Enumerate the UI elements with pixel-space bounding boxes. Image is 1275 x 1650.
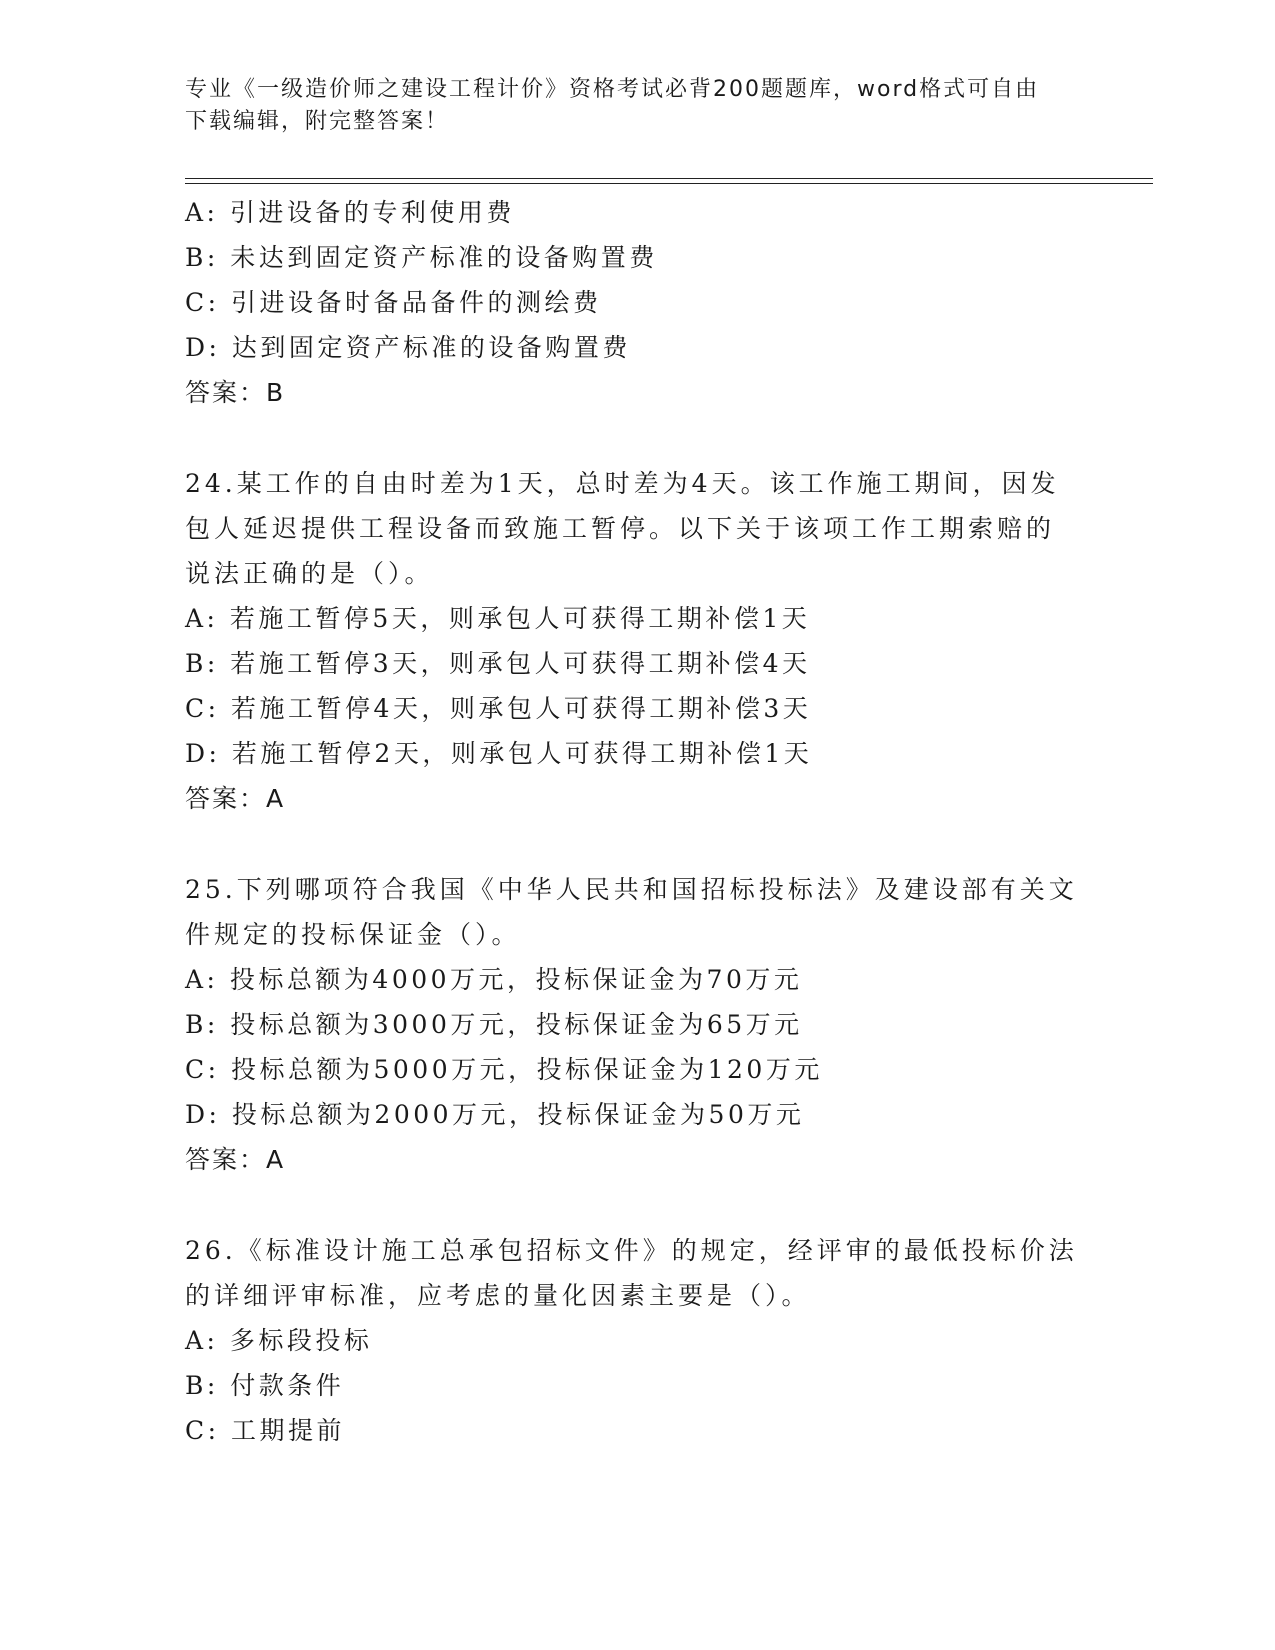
spacer [185,821,1085,867]
q23-option-a: A: 引进设备的专利使用费 [185,198,515,227]
q25-stem-line-1: 25.下列哪项符合我国《中华人民共和国招标投标法》及建设部有关文 [185,875,1078,904]
spacer [185,1182,1085,1228]
q24-stem-line-3: 说法正确的是（）。 [185,559,434,588]
q25-option-b: B: 投标总额为3000万元，投标保证金为65万元 [185,1010,803,1039]
document-header [185,74,1065,138]
header-divider-bottom [185,183,1153,184]
q23-option-d: D: 达到固定资产标准的设备购置费 [185,333,631,362]
q23-option-b: B: 未达到固定资产标准的设备购置费 [185,243,658,272]
q25-option-d: D: 投标总额为2000万元，投标保证金为50万元 [185,1100,805,1129]
q24-stem-line-1: 24.某工作的自由时差为1天，总时差为4天。该工作施工期间，因发 [185,469,1060,498]
q26-stem-line-1: 26.《标准设计施工总承包招标文件》的规定，经评审的最低投标价法 [185,1236,1078,1265]
q24-answer: 答案：A [185,784,286,813]
q25-option-a: A: 投标总额为4000万元，投标保证金为70万元 [185,965,803,994]
q25-answer: 答案：A [185,1145,286,1174]
q24-option-d: D: 若施工暂停2天，则承包人可获得工期补偿1天 [185,739,813,768]
question-23 [185,190,1085,415]
header-divider-top [185,178,1153,179]
q26-option-a: A: 多标段投标 [185,1326,373,1355]
question-26 [185,1228,1085,1453]
question-list [185,190,1085,1453]
q23-option-c: C: 引进设备时备品备件的测绘费 [185,288,602,317]
q23-answer: 答案：B [185,378,286,407]
q24-option-b: B: 若施工暂停3天，则承包人可获得工期补偿4天 [185,649,811,678]
q26-option-b: B: 付款条件 [185,1371,345,1400]
question-25 [185,867,1085,1182]
header-title-line-1: 专业《一级造价师之建设工程计价》资格考试必背200题题库，word格式可自由 [185,77,1040,102]
header-title-line-2: 下载编辑，附完整答案！ [185,109,450,134]
question-24 [185,461,1085,821]
q24-option-a: A: 若施工暂停5天，则承包人可获得工期补偿1天 [185,604,811,633]
spacer [185,415,1085,461]
q26-option-c: C: 工期提前 [185,1416,345,1445]
q25-stem-line-2: 件规定的投标保证金（）。 [185,920,521,949]
q24-stem-line-2: 包人延迟提供工程设备而致施工暂停。以下关于该项工作工期索赔的 [185,514,1056,543]
q24-option-c: C: 若施工暂停4天，则承包人可获得工期补偿3天 [185,694,812,723]
q25-option-c: C: 投标总额为5000万元，投标保证金为120万元 [185,1055,823,1084]
q26-stem-line-2: 的详细评审标准，应考虑的量化因素主要是（）。 [185,1281,811,1310]
